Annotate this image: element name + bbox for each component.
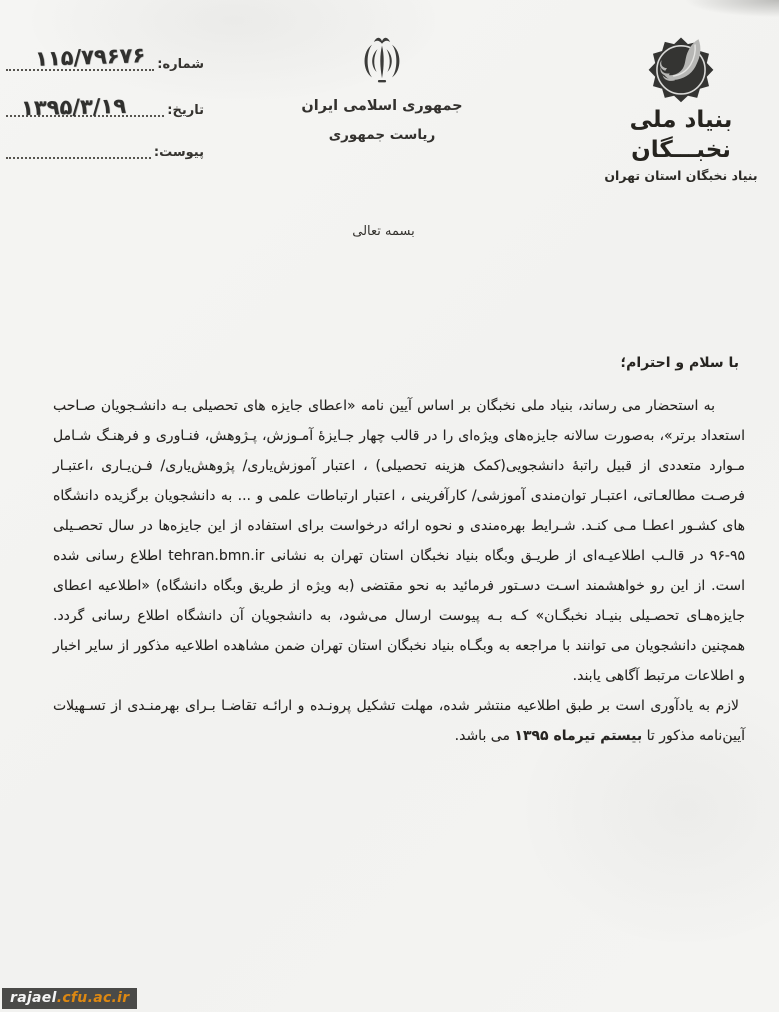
attachment-label: پیوست:: [153, 145, 204, 160]
country-title: جمهوری اسلامی ایران: [301, 98, 463, 114]
reference-attachment-row: [6, 144, 204, 162]
letter-number-stamp: ۱۱۵/۷۹۶۷۶: [34, 43, 146, 71]
reference-block: [6, 43, 204, 162]
salutation-text: با سلام و احترام؛: [620, 355, 739, 371]
elites-foundation-seal-icon: [646, 34, 716, 104]
date-label: تاریخ:: [167, 103, 204, 118]
deadline-date: بیستم تیرماه ۱۳۹۵: [514, 728, 643, 744]
foundation-name: بنیاد ملی نخبـــگان: [629, 107, 733, 163]
letter-paragraph-main: به استحضار می رساند، بنیاد ملی نخبگان بر اساس آیین نامه «اعطای جایزه های تحصیلی بـه دانشـجویان صـاحب استعداد برتر»، به‌صورت سالانه جایزه‌های ویژه‌ای را در قالب چهار جـایزهٔ آمـوزش، پـژوهش، فنـاوری و فرهنـگ شـامل مـوارد متعددی از قبیل راتبهٔ دانشجویی(کمک هزینه تحصیلی) ، اعتبار آموزش‌یاری/ پژوهش‌یاری/ فـن‌یـاری ،اعتبـار فرصـت مطالعـاتی، اعتبـار توان‌مندی آموزشی/ کارآفرینی ، اعتبار ارتباطات علمی و ... به دانشجویان برگزیده دانشگاه های کشـور اعطـا مـی کنـد. شـرایط بهره‌مندی و نحوه ارائه درخواست برای استفاده از این جایزه‌ها در سال تحصـیلی ۹۵-۹۶ در قالـب اطلاعیـه‌ای از طریـق وبگاه بنیاد نخبگان استان تهران به نشانی tehran.bmn.ir اطلاع رسانی شده است. از این رو خواهشمند اسـت دسـتور فرمائید به نحو مقتضی (به ویژه از طریق وبگاه دانشگاه) «اطلاعیه اعطای جایزه‌هـای تحصـیلی بنیـاد نخبگـان» کـه بـه پیوست ارسال می‌شود، به دانشجویان آن دانشگاه اطلاع رسانی گردد. همچنین دانشجویان می توانند با مراجعه به وبگـاه بنیاد نخبگان استان تهران ضمن مشاهده اطلاعیه مذکور از سایر اخبار و اطلاعات مرتبط آگاهی یابند.: [53, 398, 745, 684]
watermark-site-domain: .cfu.ac.ir: [56, 990, 130, 1006]
besmeleh-text: بسمه تعالی: [352, 224, 415, 239]
government-header: [290, 33, 474, 143]
office-title: ریاست جمهوری: [328, 127, 436, 143]
reminder-text-after: می باشد.: [454, 728, 515, 744]
letter-paragraph-reminder: [53, 691, 745, 751]
foundation-branch: بنیاد نخبگان استان تهران: [604, 168, 758, 183]
attachment-dotted-line: [6, 156, 151, 159]
iran-coat-of-arms-icon: [353, 33, 411, 89]
site-watermark: [2, 988, 137, 1009]
letter-body: [53, 391, 745, 751]
letter-date-stamp: ۱۳۹۵/۳/۱۹: [20, 93, 127, 121]
number-label: شماره:: [157, 57, 204, 72]
reminder-text-before: لازم به یادآوری است بر طبق اطلاعیه منتشر شده، مهلت تشکیل پرونـده و ارائـه تقاضـا بـرای بهرمنـدی از تسـهیلات آیین‌نامه مذکور تا: [53, 698, 745, 744]
watermark-site-name: rajael: [10, 990, 57, 1006]
foundation-header: [593, 34, 769, 183]
